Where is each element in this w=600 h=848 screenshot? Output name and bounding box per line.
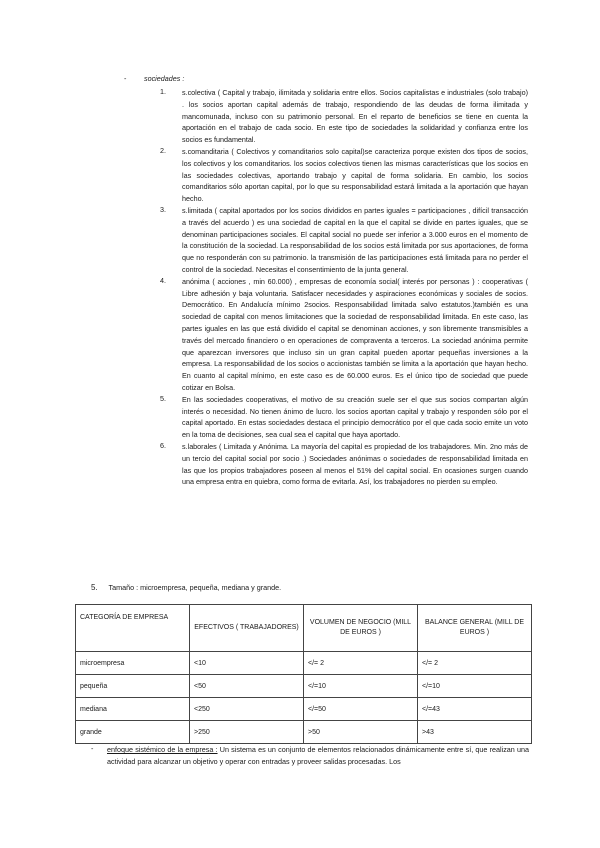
bottom-paragraph: [91, 744, 529, 767]
item-text: s.limitada ( capital aportados por los socios divididos en partes iguales = participaciones , difícil transacción a través del acuerdo ) es una sociedad de capital en la que el capital se divide en partes iguales, que se denominan participaciones sociales. El capital social no puede ser inferior a 3.000 euros en el momento de la constitución de la sociedad. La responsabilidad de los socios está limitada por sus aportaciones, de forma que no responderán con su patrimonio. la transmisión de las participaciones está limitada para no perder el control de la sociedad. Necesitas el consentimiento de la junta general.: [182, 205, 528, 274]
item-number: 4.: [160, 275, 166, 285]
table-cell: >50: [304, 721, 418, 744]
table-cell: grande: [76, 721, 190, 744]
table-cell: <250: [190, 698, 304, 721]
item-number: 6.: [160, 440, 166, 450]
bullet-marker: -: [124, 74, 127, 83]
list-item: [160, 276, 528, 394]
item-text: s.colectiva ( Capital y trabajo, ilimitada y solidaria entre ellos. Socios capitalistas e industriales (solo trabajo) . los socios aportan capital además de trabajo, respondiendo de las deudas de forma ilimitada y mancomunada, incluso con su patrimonio personal. En el reparto de beneficios se tiene en cuenta la aportación en el trabajo de cada socio. En este tipo de sociedades la solidaridad y confianza entre los socios es fundamental.: [182, 88, 528, 145]
item-number: 1.: [160, 87, 166, 96]
table-cell: >43: [418, 721, 532, 744]
list-item: [160, 146, 528, 205]
table-cell: mediana: [76, 698, 190, 721]
table-row: [76, 675, 532, 698]
item-text: En las sociedades cooperativas, el motivo de su creación suele ser el que sus socios compartan algún interés o necesidad. No tienen ánimo de lucro. los socios aportan capital y trabajo y responden sólo por el capital aportado. En estas sociedades destaca el principio democrático por el que cada socio emite un voto en la toma de decisiones, sea cual sea el capital que haya aportado.: [182, 394, 528, 440]
table-cell: </=50: [304, 698, 418, 721]
section-text: Tamaño : microempresa, pequeña, mediana y grande.: [108, 583, 282, 592]
underlined-term: enfoque sistémico de la empresa :: [107, 745, 218, 754]
table-row: [76, 698, 532, 721]
section-heading-size: [91, 583, 281, 592]
table-row: [76, 721, 532, 744]
table-header-cell: EFECTIVOS ( TRABAJADORES): [190, 605, 304, 652]
table-header-cell: VOLUMEN DE NEGOCIO (MILL DE EUROS ): [304, 605, 418, 652]
table-cell: <10: [190, 652, 304, 675]
table-cell: </=10: [418, 675, 532, 698]
paragraph-body: Un sistema es un conjunto de elementos relacionados dinámicamente entre sí, que realizan una actividad para alcanzar un objetivo y operar con entradas y proveer salidas procesadas. Los: [107, 745, 529, 766]
item-number: 3.: [160, 204, 166, 214]
heading-label: sociedades :: [144, 74, 185, 83]
table-header-cell: BALANCE GENERAL (MILL DE EUROS ): [418, 605, 532, 652]
list-item: [160, 87, 528, 146]
item-text: s.comanditaria ( Colectivos y comanditarios solo capital)se caracteriza porque existen dos tipos de socios, los colectivos y los comanditarios. los socios colectivos tienen las mismas características que los socios en las sociedades colectivas, aportando trabajo y capital de forma solidaria. En cambio, los socios comanditarios sólo aportan capital, por lo que su responsabilidad estará limitada a la aportación que hayan hecho.: [182, 146, 528, 204]
table-cell: </=10: [304, 675, 418, 698]
list-item: [160, 441, 528, 488]
list-item: [160, 205, 528, 276]
item-text: s.laborales ( Limitada y Anónima. La mayoría del capital es propiedad de los trabajadores. Min. 2no más de un tercio del capital social por socio .) Sociedades anónimas o sociedades de responsabilidad limitada en las que los propios trabajadores poseen al menos el 51% del capital social. En ocasiones surgen cuando una empresa entra en quiebra, como forma de evitarla. Así, los trabajadores no pierden su empleo.: [182, 441, 528, 487]
table-header-row: [76, 605, 532, 652]
table-row: [76, 652, 532, 675]
table-header-cell: CATEGORÍA DE EMPRESA: [76, 605, 190, 652]
table-cell: </= 2: [418, 652, 532, 675]
section-number: 5.: [91, 583, 98, 592]
item-number: 2.: [160, 145, 166, 155]
company-size-table: [75, 604, 532, 744]
table-cell: <50: [190, 675, 304, 698]
numbered-list: [160, 87, 528, 488]
table-cell: pequeña: [76, 675, 190, 698]
table-cell: >250: [190, 721, 304, 744]
table-cell: microempresa: [76, 652, 190, 675]
paragraph-text: [91, 744, 529, 767]
table-cell: </= 2: [304, 652, 418, 675]
item-number: 5.: [160, 393, 166, 403]
bullet-marker: -: [91, 744, 94, 753]
item-text: anónima ( acciones , min 60.000) , empresas de economía social( interés por personas ) : cooperativas ( Libre adhesión y baja voluntaria. Satisfacer necesidades y aspiraciones económicas y sociales de socios. Democrático. En Andalucía mínimo 2socios. Responsabilidad limitada salvo estatutos.)también es una sociedad de capital con menos limitaciones que la sociedad de responsabilidad limitada. En este caso, las partes iguales en las que está dividido el capital se denominan acciones, y son libremente transmisibles a través del mercado financiero o en operaciones de compraventa a terceros. La sociedad anónima permite que aparezcan inversores que incluso sin un gran capital pueden aportar pequeñas inversiones a la empresa. La responsabilidad de los socios o accionistas también se limita a la aportación que hayan hecho. En cuanto al capital mínimo, en este caso es de 60.000 euros. Es el único tipo de sociedad que puede cotizar en Bolsa.: [182, 276, 528, 392]
table-cell: </=43: [418, 698, 532, 721]
list-item: [160, 394, 528, 441]
